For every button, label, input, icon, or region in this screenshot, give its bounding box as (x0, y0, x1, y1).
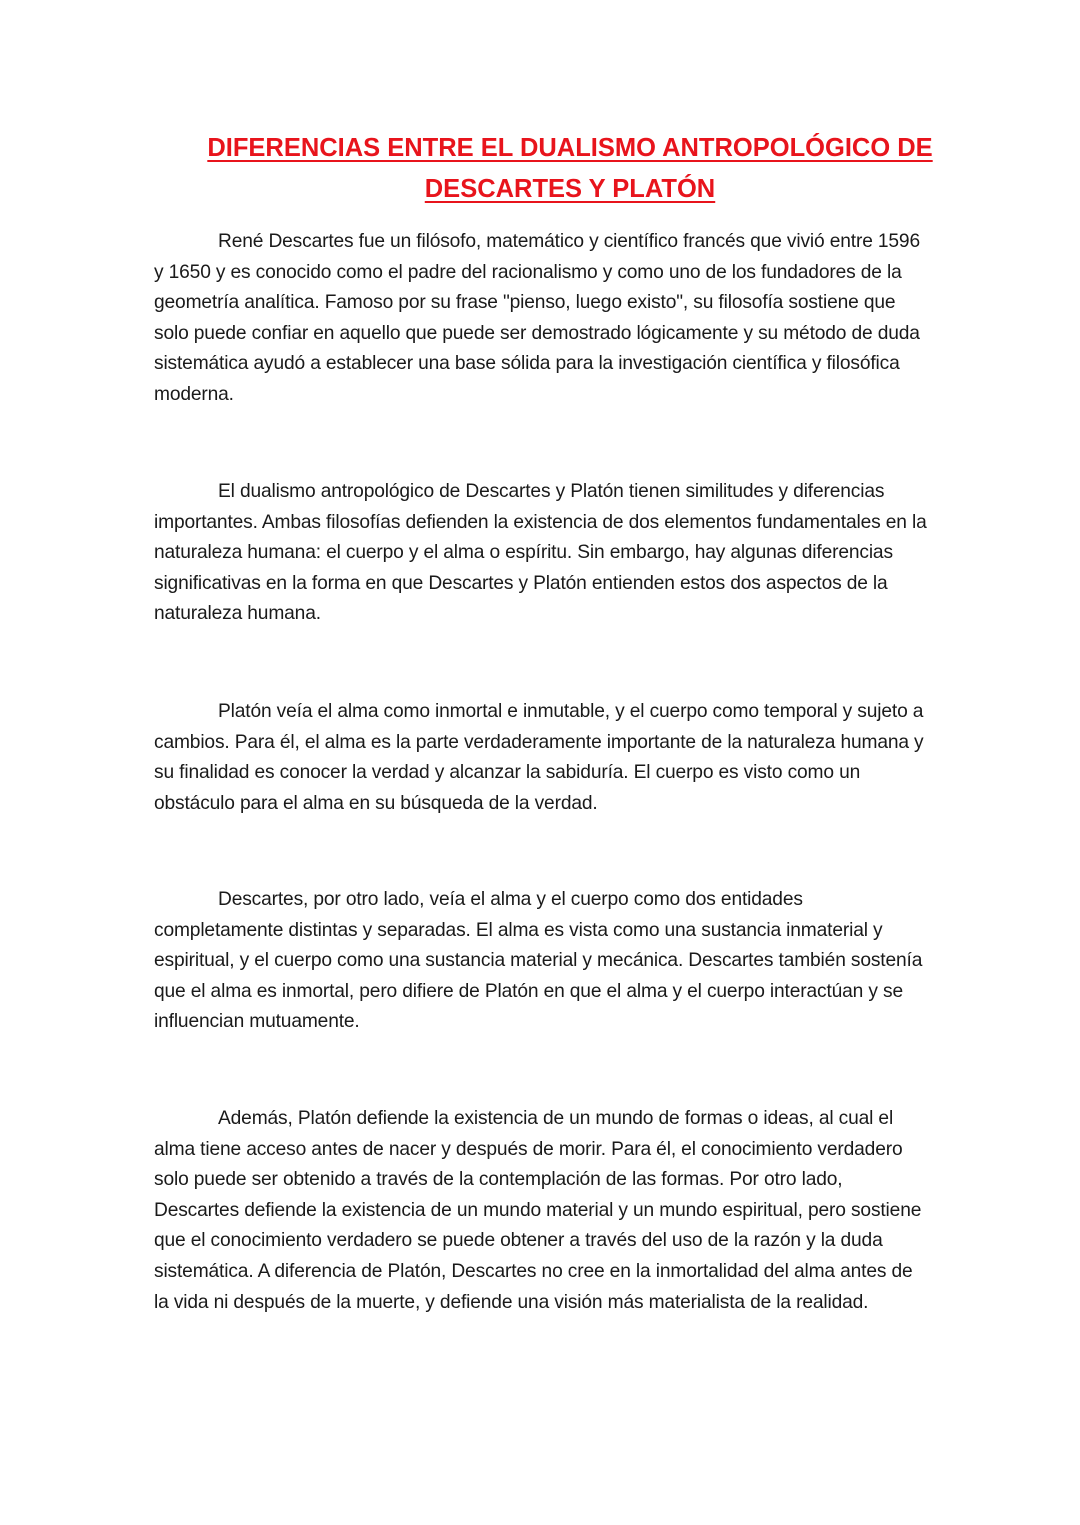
paragraph-knowledge-comparison: Además, Platón defiende la existencia de un mundo de formas o ideas, al cual el alma tiene acceso antes de nacer y después de morir. Para él, el conocimiento verdadero solo puede ser obtenido a través de la contemplación de las formas. Por otro lado, Descartes defiende la existencia de un mundo material y un mundo espiritual, pero sostiene que el conocimiento verdadero se puede obtener a través del uso de la razón y la duda sistemática. A diferencia de Platón, Descartes no cree en la inmortalidad del alma antes de la vida ni después de la muerte, y defiende una visión más materialista de la realidad. (154, 1108, 922, 1313)
title-line-2: DESCARTES Y PLATÓN (424, 175, 716, 203)
paragraph-descartes-intro: René Descartes fue un filósofo, matemático y científico francés que vivió entre 1596 y 1650 y es conocido como el padre del racionalismo y como uno de los fundadores de la geometría analítica. Famoso por su frase "pienso, luego existo", su filosofía sostiene que solo puede confiar en aquello que puede ser demostrado lógicamente y su método de duda sistemática ayudó a establecer una base sólida para la investigación científica y filosófica moderna. (154, 231, 920, 405)
paragraph-descartes-view: Descartes, por otro lado, veía el alma y el cuerpo como dos entidades completamente distintas y separadas. El alma es vista como una sustancia inmaterial y espiritual, y el cuerpo como una sustancia material y mecánica. Descartes también sostenía que el alma es inmortal, pero difiere de Platón en que el alma y el cuerpo interactúan y se influencian mutuamente. (154, 889, 923, 1033)
title-line-1: DIFERENCIAS ENTRE EL DUALISMO ANTROPOLÓGICO DE (207, 134, 933, 162)
paragraph-plato-view: Platón veía el alma como inmortal e inmutable, y el cuerpo como temporal y sujeto a cambios. Para él, el alma es la parte verdaderamente importante de la naturaleza humana y su finalidad es conocer la verdad y alcanzar la sabiduría. El cuerpo es visto como un obstáculo para el alma en su búsqueda de la verdad. (154, 701, 924, 814)
paragraph-dualism-overview: El dualismo antropológico de Descartes y Platón tienen similitudes y diferencias importantes. Ambas filosofías defienden la existencia de dos elementos fundamentales en la naturaleza humana: el cuerpo y el alma o espíritu. Sin embargo, hay algunas diferencias significativas en la forma en que Descartes y Platón entienden estos dos aspectos de la naturaleza humana. (154, 481, 927, 625)
document-title (150, 128, 990, 210)
